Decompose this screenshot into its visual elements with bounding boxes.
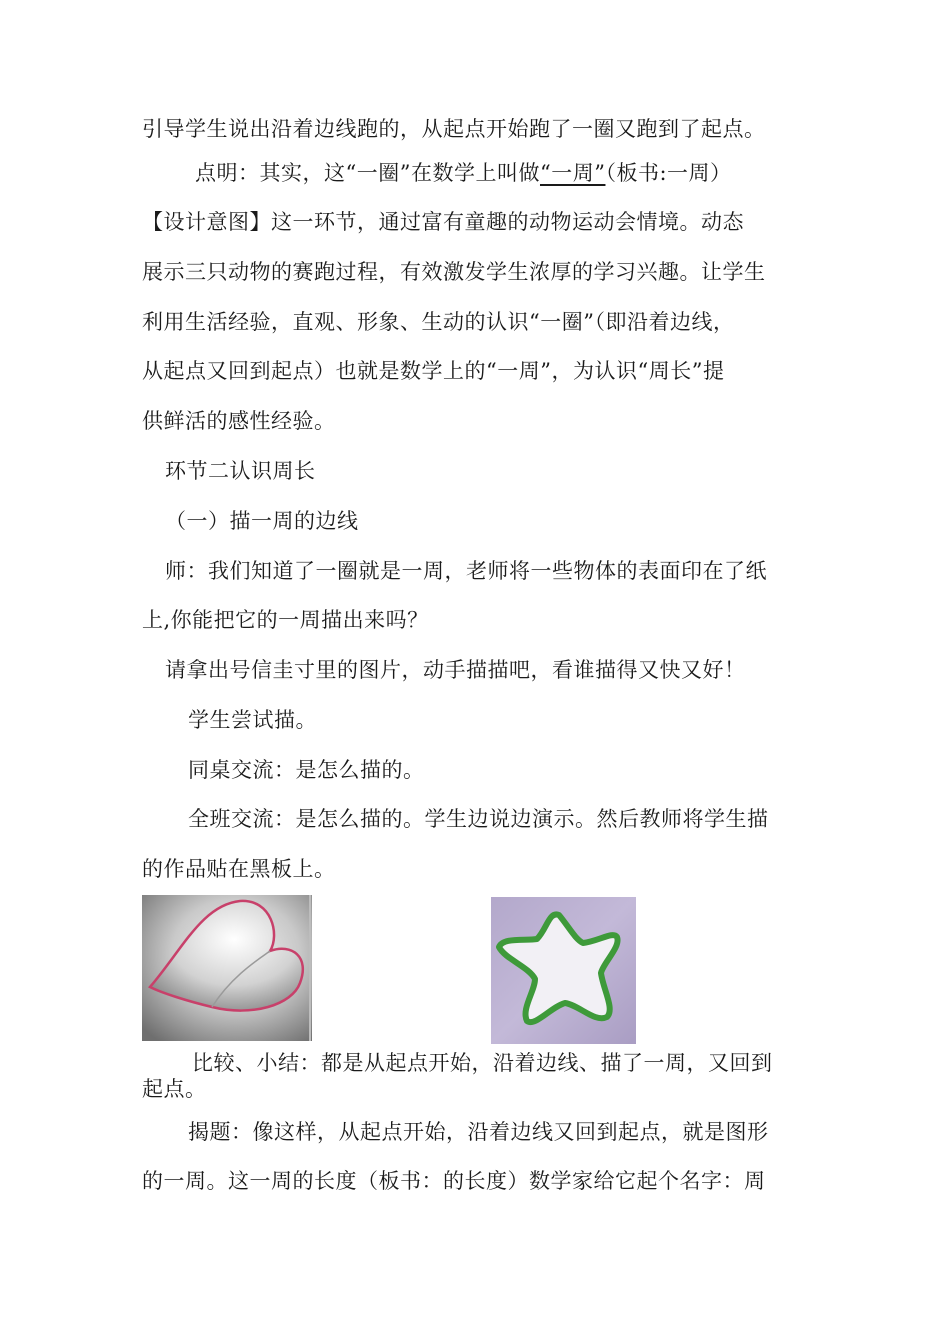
- design-intent-line-2: 展示三只动物的赛跑过程，有效激发学生浓厚的学习兴趣。让学生: [142, 260, 766, 284]
- class-exchange-line-2: 的作品贴在黑板上。: [142, 857, 336, 881]
- heart-drawing-photo: [142, 895, 312, 1041]
- reveal-line-1: 揭题：像这样，从起点开始，沿着边线又回到起点，就是图形: [188, 1120, 769, 1144]
- design-intent-line-3: 利用生活经验，直观、形象、生动的认识“一圈”（即沿着边线，: [142, 310, 735, 334]
- section-heading: 环节二认识周长: [165, 459, 316, 483]
- point-out-text: 点明：其实，这“一圈”在数学上叫做: [195, 161, 540, 185]
- pair-exchange: 同桌交流：是怎么描的。: [188, 758, 425, 782]
- star-drawing: [491, 897, 636, 1044]
- design-intent-line-4: 从起点又回到起点）也就是数学上的“一周”，为认识“周长”提: [142, 359, 725, 383]
- request-line: 请拿出号信圭寸里的图片，动手描描吧，看谁描得又快又好！: [165, 658, 746, 682]
- design-intent-line-5: 供鲜活的感性经验。: [142, 409, 336, 433]
- one-cycle-underlined: “一周”: [539, 161, 606, 185]
- paragraph-intro: 引导学生说出沿着边线跑的，从起点开始跑了一圈又跑到了起点。: [142, 117, 766, 141]
- teacher-line-1: 师：我们知道了一圈就是一周，老师将一些物体的表面印在了纸: [165, 559, 767, 583]
- star-drawing-photo: [491, 897, 636, 1044]
- compare-line-2: 起点。: [142, 1077, 207, 1101]
- design-intent-line-1: 【设计意图】这一环节，通过富有童趣的动物运动会情境。动态: [142, 210, 744, 234]
- board-note: （板书:一周）: [605, 161, 732, 185]
- teacher-line-2: 上,你能把它的一周描出来吗？: [142, 608, 429, 632]
- paragraph-point-out: [195, 160, 732, 186]
- class-exchange-line-1: 全班交流：是怎么描的。学生边说边演示。然后教师将学生描: [188, 807, 769, 831]
- compare-line-1: 比较、小结：都是从起点开始，沿着边线、描了一周，又回到: [192, 1051, 773, 1075]
- students-try: 学生尝试描。: [188, 708, 317, 732]
- heart-drawing: [142, 895, 312, 1041]
- reveal-line-2: 的一周。这一周的长度（板书：的长度）数学家给它起个名字：周: [142, 1169, 766, 1193]
- subsection-heading: （一）描一周的边线: [165, 509, 359, 533]
